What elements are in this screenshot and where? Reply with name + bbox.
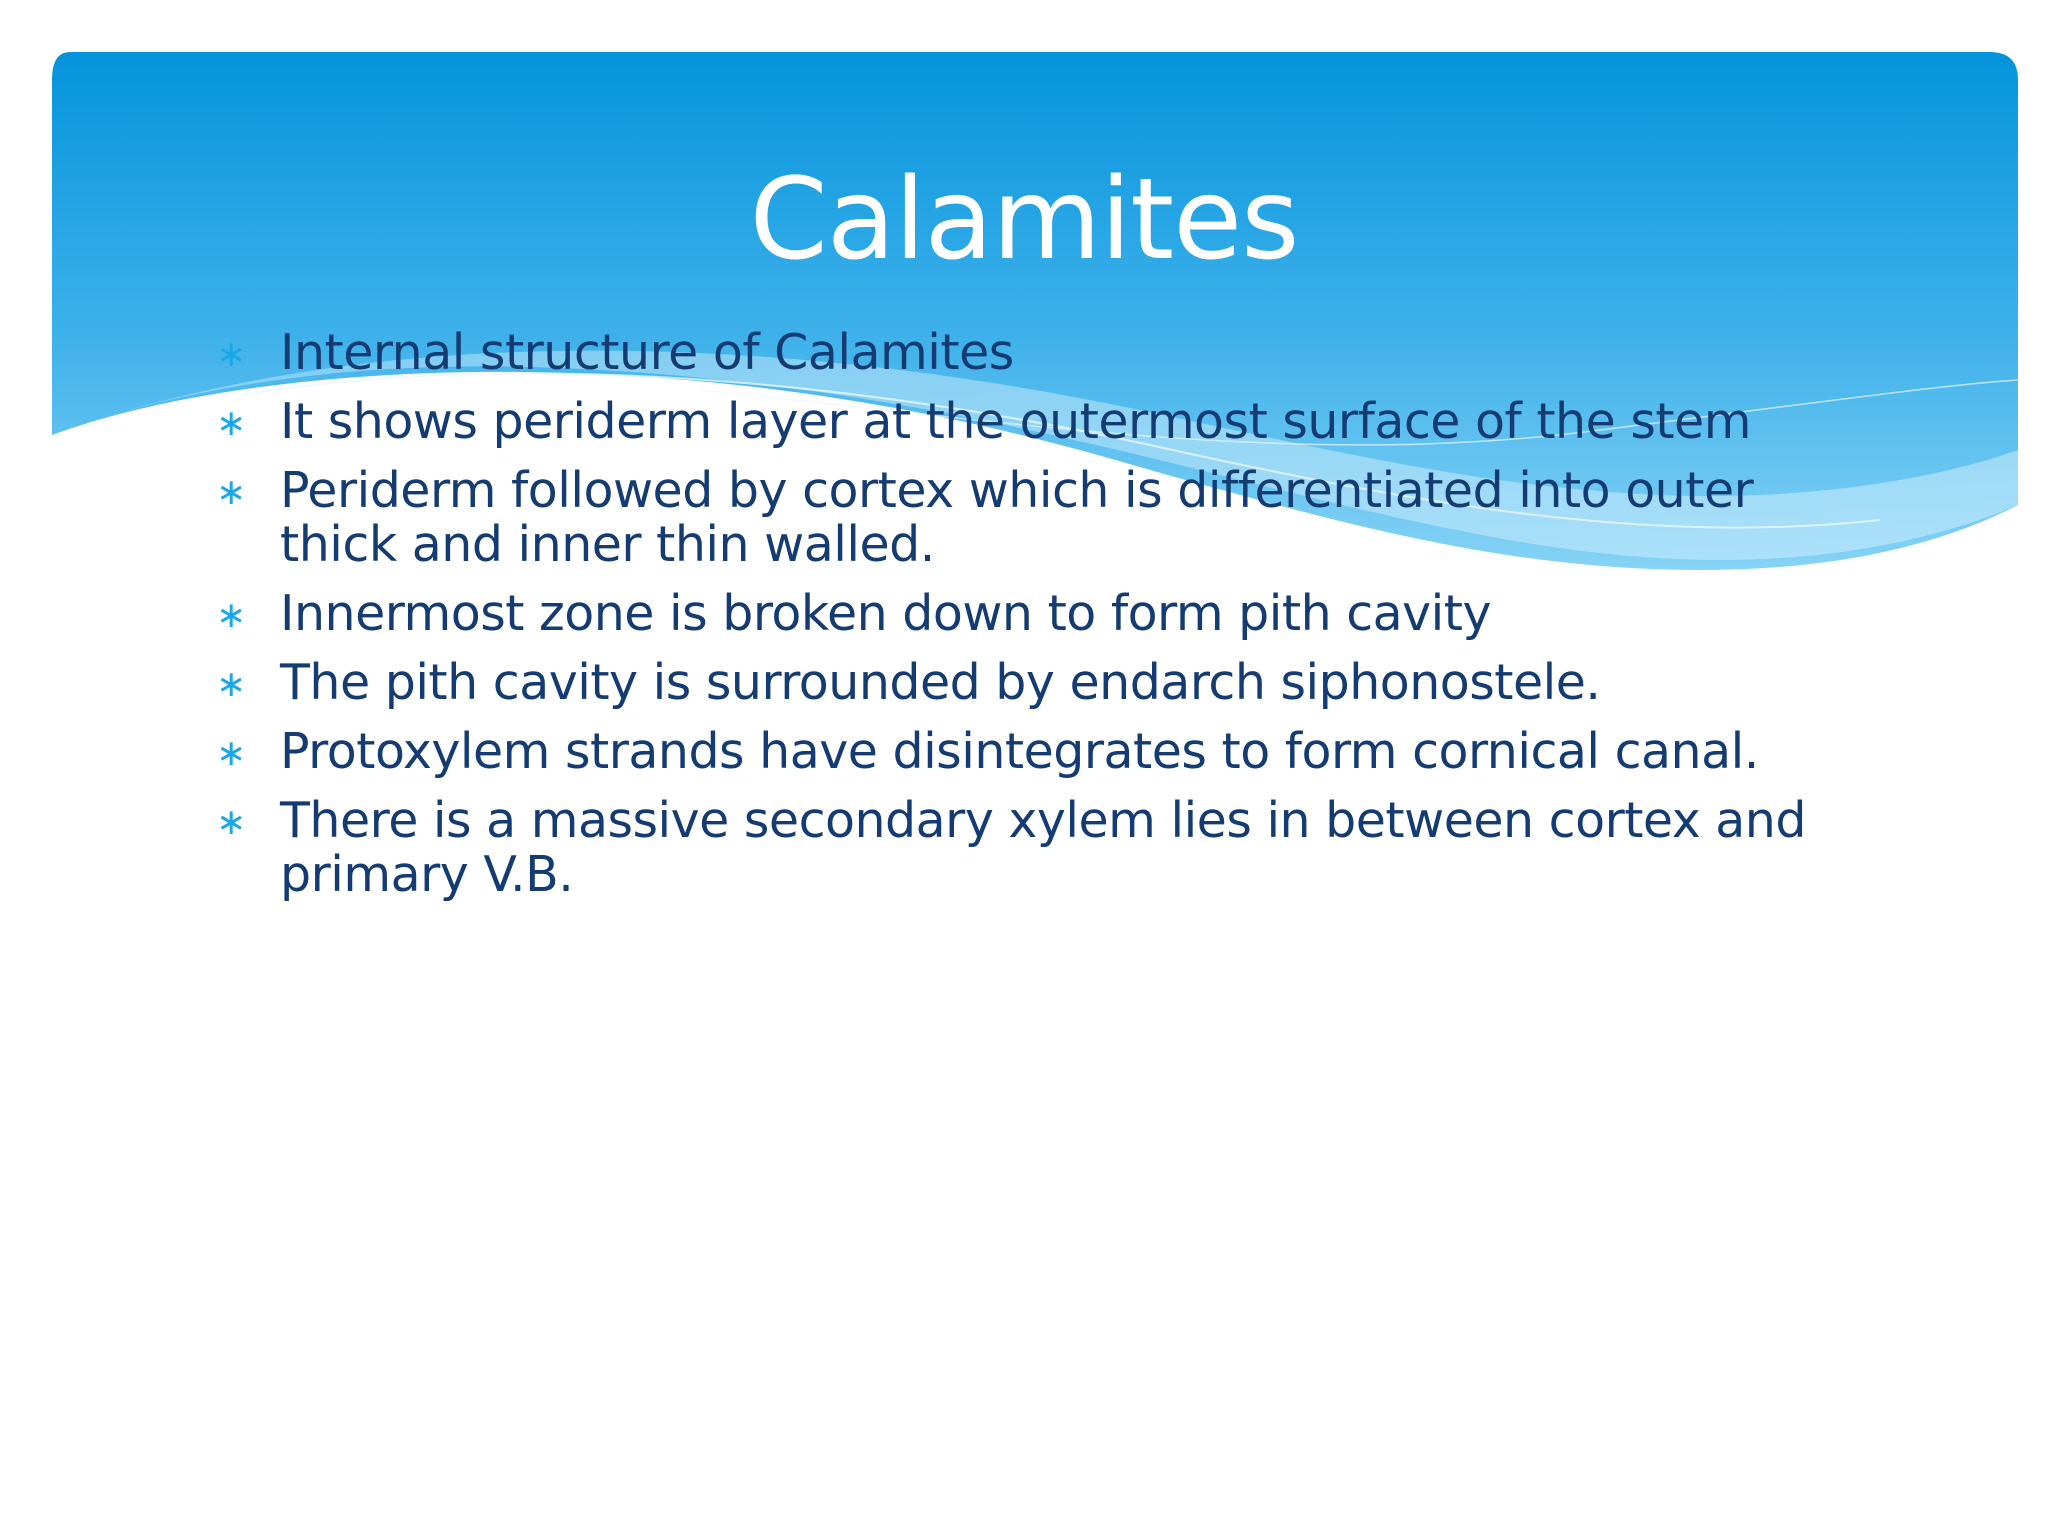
bullet-item [215, 725, 1835, 779]
bullet-text: Innermost zone is broken down to form pith cavity [280, 585, 1492, 642]
bullet-text: The pith cavity is surrounded by endarch siphonostele. [280, 654, 1601, 711]
bullet-list [215, 326, 1835, 917]
bullet-item [215, 326, 1835, 380]
asterisk-bullet-icon: ∗ [216, 664, 246, 705]
asterisk-bullet-icon: ∗ [216, 334, 246, 375]
bullet-item [215, 794, 1835, 902]
bullet-text: Internal structure of Calamites [280, 324, 1014, 381]
bullet-text: Protoxylem strands have disintegrates to form cornical canal. [280, 723, 1759, 780]
slide-title: Calamites [749, 155, 1299, 285]
asterisk-bullet-icon: ∗ [216, 595, 246, 636]
bullet-item [215, 587, 1835, 641]
bullet-text: There is a massive secondary xylem lies in between cortex and primary V.B. [280, 792, 1806, 903]
bullet-item [215, 656, 1835, 710]
bullet-item [215, 464, 1835, 572]
bullet-text: Periderm followed by cortex which is differentiated into outer thick and inner thin walled. [280, 462, 1754, 573]
asterisk-bullet-icon: ∗ [216, 472, 246, 513]
asterisk-bullet-icon: ∗ [216, 733, 246, 774]
bullet-item [215, 395, 1835, 449]
asterisk-bullet-icon: ∗ [216, 802, 246, 843]
bullet-text: It shows periderm layer at the outermost surface of the stem [280, 393, 1751, 450]
asterisk-bullet-icon: ∗ [216, 403, 246, 444]
